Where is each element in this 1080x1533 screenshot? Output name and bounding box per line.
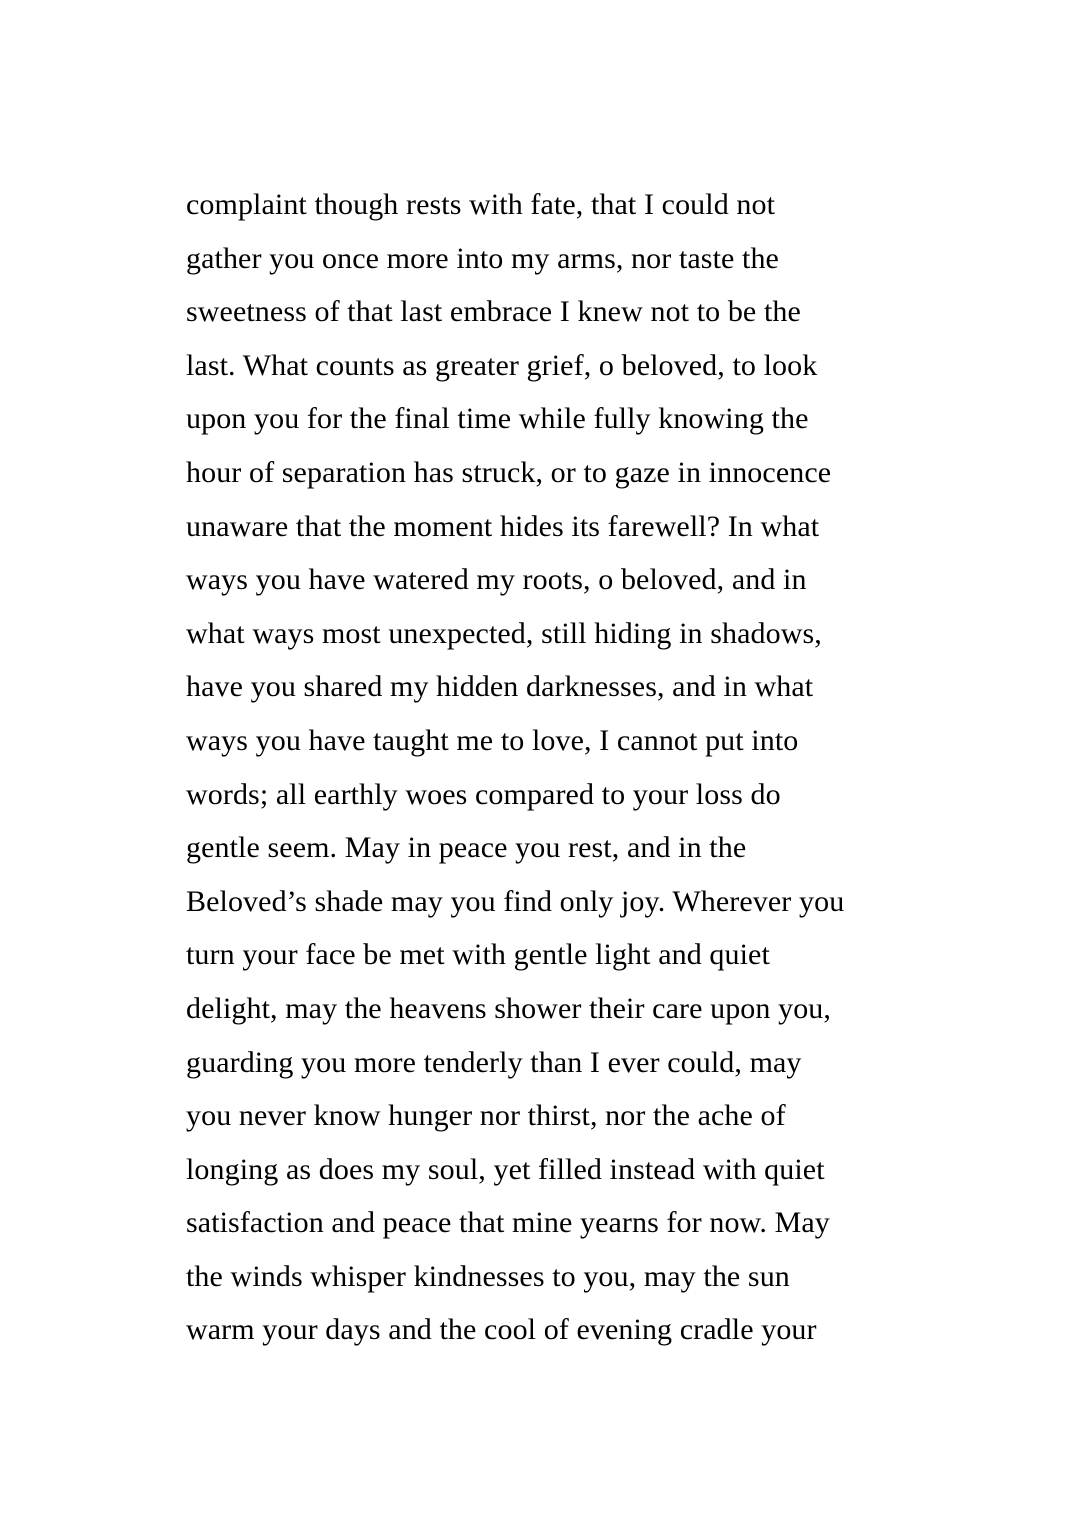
text-line-9: what ways most unexpected, still hiding in shadows,: [186, 616, 822, 650]
text-line-5: upon you for the final time while fully knowing the: [186, 402, 809, 436]
text-line-2: gather you once more into my arms, nor taste the: [186, 241, 779, 275]
text-line-3: sweetness of that last embrace I knew not to be the: [186, 295, 801, 329]
text-line-18: you never know hunger nor thirst, nor the ache of: [186, 1099, 786, 1133]
text-line-13: gentle seem. May in peace you rest, and in the: [186, 831, 747, 865]
text-line-14: Beloved’s shade may you find only joy. Wherever you: [186, 884, 845, 918]
text-line-6: hour of separation has struck, or to gaze in innocence: [186, 455, 832, 489]
text-line-10: have you shared my hidden darknesses, and in what: [186, 670, 814, 704]
text-line-7: unaware that the moment hides its farewell? In what: [186, 509, 820, 543]
text-line-20: satisfaction and peace that mine yearns for now. May: [186, 1206, 830, 1240]
text-line-17: guarding you more tenderly than I ever could, may: [186, 1045, 802, 1079]
text-line-19: longing as does my soul, yet filled instead with quiet: [186, 1152, 825, 1186]
text-line-12: words; all earthly woes compared to your loss do: [186, 777, 781, 811]
text-line-11: ways you have taught me to love, I cannot put into: [186, 723, 799, 757]
body-text: [186, 178, 906, 1357]
text-line-21: the winds whisper kindnesses to you, may the sun: [186, 1259, 790, 1293]
text-line-4: last. What counts as greater grief, o beloved, to look: [186, 348, 818, 382]
text-line-15: turn your face be met with gentle light and quiet: [186, 938, 770, 972]
text-line-22: warm your days and the cool of evening cradle your: [186, 1313, 817, 1347]
text-line-8: ways you have watered my roots, o beloved, and in: [186, 563, 807, 597]
text-line-16: delight, may the heavens shower their care upon you,: [186, 991, 831, 1025]
text-line-1: complaint though rests with fate, that I could not: [186, 188, 776, 221]
